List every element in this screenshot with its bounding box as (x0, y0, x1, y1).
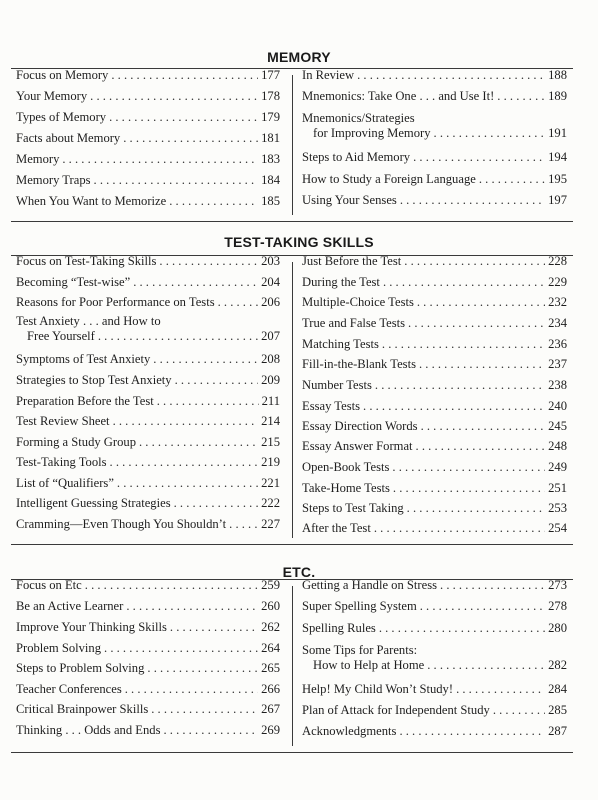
dot-leader (139, 435, 258, 450)
toc-entry-page: 234 (548, 316, 567, 330)
dot-leader (169, 194, 258, 209)
toc-entry[interactable] (302, 460, 567, 475)
toc-entry-page: 264 (261, 641, 280, 655)
dot-leader (85, 578, 258, 593)
toc-entry[interactable] (16, 517, 280, 532)
toc-entry-title: Matching Tests (302, 337, 379, 351)
toc-entry-line (16, 373, 280, 388)
toc-entry-line (16, 110, 280, 125)
toc-entry-title: Facts about Memory (16, 131, 121, 145)
toc-entry-title: Problem Solving (16, 641, 102, 655)
toc-entry-page: 287 (548, 724, 567, 738)
toc-entry-page: 184 (261, 173, 280, 187)
toc-entry-page: 265 (261, 661, 280, 675)
toc-entry-line (302, 68, 567, 83)
toc-entry-line (16, 661, 280, 676)
dot-leader (375, 378, 545, 393)
toc-entry[interactable] (302, 172, 567, 187)
toc-entry-title: Multiple-Choice Tests (302, 295, 414, 309)
toc-entry-title: Becoming “Test-wise” (16, 275, 131, 289)
dot-leader (407, 501, 545, 516)
toc-entry[interactable] (16, 373, 280, 388)
toc-entry-page: 183 (261, 152, 280, 166)
toc-entry-line (302, 89, 567, 104)
toc-entry[interactable] (302, 682, 567, 697)
toc-entry-line (302, 337, 567, 352)
toc-entry-page: 253 (548, 501, 567, 515)
dot-leader (125, 682, 258, 697)
toc-entry-title: Focus on Test-Taking Skills (16, 254, 157, 268)
section-box (11, 579, 573, 753)
toc-entry[interactable] (16, 435, 280, 450)
dot-leader (440, 578, 545, 593)
toc-entry-title: How to Help at Home (313, 658, 425, 672)
dot-leader (157, 394, 259, 409)
toc-entry-line (302, 172, 567, 187)
toc-entry-title: Test-Taking Tools (16, 455, 107, 469)
toc-entry-title: Fill-in-the-Blank Tests (302, 357, 416, 371)
toc-entry[interactable] (302, 703, 567, 718)
dot-leader (363, 399, 545, 414)
toc-entry[interactable] (16, 723, 280, 738)
toc-entry-title: Help! My Child Won’t Study! (302, 682, 454, 696)
toc-entry-line (16, 414, 280, 429)
toc-entry-page: 214 (261, 414, 280, 428)
toc-entry-line (16, 329, 280, 344)
toc-entry-page: 251 (548, 481, 567, 495)
toc-entry[interactable] (16, 702, 280, 717)
toc-entry-line (16, 641, 280, 656)
toc-entry-line (302, 682, 567, 697)
toc-entry-title: Memory (16, 152, 60, 166)
toc-entry-page: 262 (261, 620, 280, 634)
toc-entry-title: for Improving Memory (313, 126, 431, 140)
dot-leader (126, 599, 258, 614)
toc-entry-line (302, 599, 567, 614)
toc-entry-line (16, 455, 280, 470)
dot-leader (133, 275, 258, 290)
toc-entry-page: 188 (548, 68, 567, 82)
toc-entry[interactable] (16, 89, 280, 104)
toc-entry-title: Improve Your Thinking Skills (16, 620, 167, 634)
dot-leader (117, 476, 258, 491)
dot-leader (416, 439, 546, 454)
toc-entry-title: Free Yourself (27, 329, 95, 343)
toc-entry-title-line1: Mnemonics/Strategies (302, 111, 415, 125)
toc-entry[interactable] (302, 68, 567, 83)
toc-entry-page: 185 (261, 194, 280, 208)
toc-entry-page: 209 (261, 373, 280, 387)
toc-entry-line (302, 295, 567, 310)
toc-entry[interactable] (16, 68, 280, 83)
toc-entry-title: Acknowledgments (302, 724, 397, 738)
dot-leader (392, 460, 545, 475)
toc-entry-page: 269 (261, 723, 280, 737)
toc-entry-title: Test Review Sheet (16, 414, 110, 428)
toc-entry-page: 248 (548, 439, 567, 453)
dot-leader (90, 89, 258, 104)
toc-entry-title: Just Before the Test (302, 254, 402, 268)
toc-entry[interactable] (302, 337, 567, 352)
toc-entry-line (16, 620, 280, 635)
toc-entry-page: 178 (261, 89, 280, 103)
toc-entry-line (16, 682, 280, 697)
toc-entry-line (16, 435, 280, 450)
toc-entry-title: Take-Home Tests (302, 481, 390, 495)
toc-entry[interactable] (16, 394, 280, 409)
section-heading: MEMORY (267, 49, 331, 65)
toc-entry[interactable] (302, 419, 567, 434)
toc-entry[interactable] (302, 111, 567, 141)
dot-leader (374, 521, 545, 536)
toc-entry[interactable] (16, 110, 280, 125)
toc-entry[interactable] (16, 414, 280, 429)
toc-entry-title: Steps to Aid Memory (302, 150, 411, 164)
toc-entry[interactable] (302, 295, 567, 310)
dot-leader (408, 316, 545, 331)
toc-entry-line (16, 394, 280, 409)
dot-leader (170, 620, 258, 635)
dot-leader (151, 702, 258, 717)
toc-entry[interactable] (302, 578, 567, 593)
section-heading: TEST-TAKING SKILLS (224, 234, 374, 250)
toc-entry-line (16, 68, 280, 83)
toc-entry-line (302, 439, 567, 454)
toc-entry[interactable] (16, 314, 280, 344)
toc-entry-line (302, 419, 567, 434)
toc-entry-title: Plan of Attack for Independent Study (302, 703, 490, 717)
toc-entry-line (16, 173, 280, 188)
toc-entry-page: 207 (261, 329, 280, 343)
toc-entry[interactable] (302, 399, 567, 414)
toc-entry[interactable] (302, 501, 567, 516)
dot-leader (421, 419, 546, 434)
toc-entry[interactable] (16, 295, 280, 310)
toc-entry-page: 191 (548, 126, 567, 140)
toc-entry-title: Teacher Conferences (16, 682, 122, 696)
toc-entry-title: Preparation Before the Test (16, 394, 154, 408)
toc-entry[interactable] (16, 476, 280, 491)
toc-entry-title: Open-Book Tests (302, 460, 390, 474)
toc-entry[interactable] (16, 254, 280, 269)
toc-entry-title: Using Your Senses (302, 193, 397, 207)
toc-entry-line (16, 194, 280, 209)
toc-entry-line (302, 357, 567, 372)
toc-entry-page: 228 (548, 254, 567, 268)
dot-leader (147, 661, 258, 676)
toc-entry-page: 203 (261, 254, 280, 268)
toc-entry[interactable] (16, 682, 280, 697)
dot-leader (434, 126, 546, 141)
toc-entry-title: Steps to Test Taking (302, 501, 404, 515)
toc-entry-page: 240 (548, 399, 567, 413)
toc-entry-page: 222 (261, 496, 280, 510)
dot-leader (399, 724, 545, 739)
section-box (11, 255, 573, 545)
toc-entry[interactable] (302, 621, 567, 636)
toc-entry[interactable] (302, 193, 567, 208)
dot-leader (427, 658, 545, 673)
toc-entry-page: 229 (548, 275, 567, 289)
dot-leader (357, 68, 545, 83)
dot-leader (420, 599, 545, 614)
toc-entry-line (16, 89, 280, 104)
dot-leader (456, 682, 545, 697)
toc-entry-page: 189 (548, 89, 567, 103)
toc-entry-line (302, 521, 567, 536)
toc-entry[interactable] (302, 357, 567, 372)
toc-entry-line (302, 481, 567, 496)
toc-entry-line (302, 193, 567, 208)
toc-entry-page: 260 (261, 599, 280, 613)
dot-leader (400, 193, 545, 208)
toc-entry-page: 221 (261, 476, 280, 490)
toc-entry[interactable] (302, 481, 567, 496)
dot-leader (111, 68, 258, 83)
dot-leader (104, 641, 258, 656)
toc-entry-page: 237 (548, 357, 567, 371)
dot-leader (493, 703, 545, 718)
toc-entry-title: Critical Brainpower Skills (16, 702, 149, 716)
toc-entry[interactable] (16, 173, 280, 188)
section-box (11, 68, 573, 222)
toc-entry-title: Spelling Rules (302, 621, 376, 635)
toc-entry[interactable] (302, 599, 567, 614)
dot-leader (497, 89, 545, 104)
toc-entry-page: 285 (548, 703, 567, 717)
toc-entry-line (302, 578, 567, 593)
toc-entry-line (302, 316, 567, 331)
toc-entry[interactable] (16, 152, 280, 167)
toc-entry-title: Forming a Study Group (16, 435, 136, 449)
toc-entry-line (302, 275, 567, 290)
toc-entry[interactable] (16, 352, 280, 367)
toc-entry-title: In Review (302, 68, 355, 82)
toc-entry[interactable] (16, 578, 280, 593)
toc-entry-page: 206 (261, 295, 280, 309)
toc-entry-line (302, 501, 567, 516)
toc-entry-page: 249 (548, 460, 567, 474)
toc-entry[interactable] (16, 620, 280, 635)
toc-entry-line (302, 378, 567, 393)
toc-entry-line (16, 352, 280, 367)
toc-entry-title: Essay Tests (302, 399, 361, 413)
toc-entry-title: Focus on Memory (16, 68, 109, 82)
toc-entry[interactable] (302, 316, 567, 331)
toc-entry-page: 208 (261, 352, 280, 366)
toc-entry[interactable] (302, 724, 567, 739)
toc-entry[interactable] (16, 131, 280, 146)
section-heading: ETC. (282, 564, 316, 580)
toc-entry[interactable] (16, 641, 280, 656)
toc-entry-page: 232 (548, 295, 567, 309)
toc-entry-line (16, 578, 280, 593)
toc-entry-title: During the Test (302, 275, 380, 289)
toc-entry[interactable] (302, 521, 567, 536)
dot-leader (110, 455, 259, 470)
toc-entry-title: Number Tests (302, 378, 372, 392)
dot-leader (98, 329, 258, 344)
toc-entry-title-line1: Test Anxiety . . . and How to (16, 314, 161, 328)
toc-entry-page: 238 (548, 378, 567, 392)
toc-entry-title-line1: Some Tips for Parents: (302, 643, 418, 657)
toc-entry-line (302, 658, 567, 673)
toc-entry-line (16, 496, 280, 511)
toc-entry-page: 219 (261, 455, 280, 469)
toc-entry-line (16, 131, 280, 146)
toc-entry[interactable] (302, 150, 567, 165)
toc-entry-line (302, 703, 567, 718)
toc-entry-line (16, 517, 280, 532)
toc-entry[interactable] (302, 439, 567, 454)
dot-leader (175, 373, 259, 388)
dot-leader (174, 496, 259, 511)
toc-entry-page: 273 (548, 578, 567, 592)
toc-entry-page: 284 (548, 682, 567, 696)
toc-entry-title: Super Spelling System (302, 599, 417, 613)
toc-entry-page: 195 (548, 172, 567, 186)
dot-leader (113, 414, 259, 429)
toc-entry-title: Memory Traps (16, 173, 91, 187)
dot-leader (382, 337, 545, 352)
dot-leader (404, 254, 545, 269)
dot-leader (153, 352, 258, 367)
toc-entry-title: Steps to Problem Solving (16, 661, 145, 675)
toc-entry-line (16, 476, 280, 491)
dot-leader (383, 275, 545, 290)
toc-entry-page: 282 (548, 658, 567, 672)
toc-entry-page: 194 (548, 150, 567, 164)
toc-entry-line (16, 599, 280, 614)
toc-entry-line (16, 702, 280, 717)
toc-entry-page: 215 (261, 435, 280, 449)
dot-leader (159, 254, 258, 269)
toc-entry-page: 280 (548, 621, 567, 635)
dot-leader (218, 295, 259, 310)
toc-entry-line (302, 724, 567, 739)
toc-entry[interactable] (302, 254, 567, 269)
toc-entry-title: Focus on Etc (16, 578, 82, 592)
toc-entry-line (16, 254, 280, 269)
dot-leader (109, 110, 258, 125)
toc-entry-line (16, 295, 280, 310)
toc-entry-page: 197 (548, 193, 567, 207)
dot-leader (393, 481, 545, 496)
toc-entry-page: 278 (548, 599, 567, 613)
toc-entry-title: Types of Memory (16, 110, 107, 124)
toc-entry-title: List of “Qualifiers” (16, 476, 114, 490)
toc-entry-line (302, 399, 567, 414)
dot-leader (163, 723, 258, 738)
toc-entry-title: Cramming—Even Though You Shouldn’t (16, 517, 227, 531)
dot-leader (379, 621, 545, 636)
toc-entry-page: 259 (261, 578, 280, 592)
toc-entry-title: Symptoms of Test Anxiety (16, 352, 151, 366)
toc-entry[interactable] (16, 194, 280, 209)
dot-leader (479, 172, 545, 187)
toc-entry-title: Be an Active Learner (16, 599, 124, 613)
dot-leader (419, 357, 545, 372)
toc-entry-page: 266 (261, 682, 280, 696)
toc-entry-line (302, 150, 567, 165)
toc-entry-line (16, 723, 280, 738)
toc-entry-page: 245 (548, 419, 567, 433)
toc-entry-page: 227 (261, 517, 280, 531)
toc-entry-line (302, 460, 567, 475)
toc-entry-title: Your Memory (16, 89, 88, 103)
toc-entry[interactable] (16, 599, 280, 614)
toc-entry-title: Intelligent Guessing Strategies (16, 496, 171, 510)
toc-entry[interactable] (302, 643, 567, 673)
toc-entry-title: Getting a Handle on Stress (302, 578, 438, 592)
dot-leader (413, 150, 545, 165)
toc-entry-page: 179 (261, 110, 280, 124)
toc-entry[interactable] (16, 455, 280, 470)
toc-entry-title: How to Study a Foreign Language (302, 172, 476, 186)
dot-leader (62, 152, 258, 167)
toc-entry-line (302, 126, 567, 141)
toc-entry[interactable] (16, 275, 280, 290)
toc-entry[interactable] (16, 496, 280, 511)
toc-entry-line (16, 275, 280, 290)
toc-entry[interactable] (16, 661, 280, 676)
toc-entry-title: Strategies to Stop Test Anxiety (16, 373, 172, 387)
toc-entry-page: 236 (548, 337, 567, 351)
toc-entry-page: 254 (548, 521, 567, 535)
toc-entry-title: Essay Answer Format (302, 439, 413, 453)
dot-leader (123, 131, 258, 146)
toc-entry[interactable] (302, 275, 567, 290)
dot-leader (417, 295, 545, 310)
toc-entry-page: 204 (261, 275, 280, 289)
toc-entry-title: Reasons for Poor Performance on Tests (16, 295, 215, 309)
toc-entry[interactable] (302, 89, 567, 104)
toc-entry-line (16, 152, 280, 167)
toc-entry-title: Essay Direction Words (302, 419, 418, 433)
toc-entry[interactable] (302, 378, 567, 393)
toc-entry-line (302, 621, 567, 636)
toc-entry-page: 211 (261, 394, 280, 408)
dot-leader (94, 173, 259, 188)
toc-entry-line (302, 254, 567, 269)
toc-entry-title: After the Test (302, 521, 371, 535)
toc-entry-title: True and False Tests (302, 316, 406, 330)
toc-entry-title: When You Want to Memorize (16, 194, 167, 208)
toc-entry-title: Mnemonics: Take One . . . and Use It! (302, 89, 495, 103)
dot-leader (229, 517, 258, 532)
toc-entry-page: 177 (261, 68, 280, 82)
toc-entry-page: 267 (261, 702, 280, 716)
toc-entry-page: 181 (261, 131, 280, 145)
toc-entry-title: Thinking . . . Odds and Ends (16, 723, 161, 737)
